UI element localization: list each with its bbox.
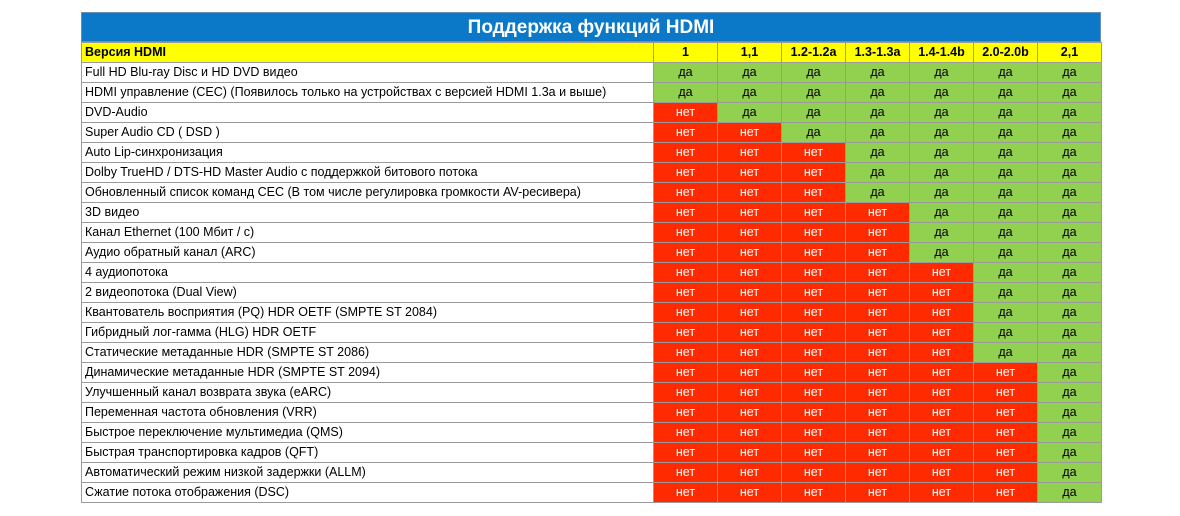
feature-cell: 4 аудиопотока	[82, 263, 654, 283]
support-no-cell: нет	[782, 183, 846, 203]
version-header: 2.0-2.0b	[974, 43, 1038, 63]
support-no-cell: нет	[846, 423, 910, 443]
support-no-cell: нет	[654, 123, 718, 143]
support-no-cell: нет	[718, 403, 782, 423]
support-no-cell: нет	[718, 143, 782, 163]
support-no-cell: нет	[846, 383, 910, 403]
support-yes-cell: да	[910, 123, 974, 143]
feature-cell: Переменная частота обновления (VRR)	[82, 403, 654, 423]
support-no-cell: нет	[782, 203, 846, 223]
support-no-cell: нет	[846, 343, 910, 363]
support-yes-cell: да	[974, 123, 1038, 143]
support-no-cell: нет	[782, 343, 846, 363]
support-yes-cell: да	[1038, 403, 1102, 423]
support-no-cell: нет	[654, 343, 718, 363]
support-no-cell: нет	[846, 243, 910, 263]
support-no-cell: нет	[782, 223, 846, 243]
support-no-cell: нет	[974, 463, 1038, 483]
support-no-cell: нет	[654, 303, 718, 323]
support-no-cell: нет	[846, 323, 910, 343]
feature-cell: HDMI управление (CEC) (Появилось только на устройствах с версией HDMI 1.3a и выше)	[82, 83, 654, 103]
support-yes-cell: да	[974, 243, 1038, 263]
table-row	[82, 243, 1102, 263]
feature-cell: Сжатие потока отображения (DSC)	[82, 483, 654, 503]
support-no-cell: нет	[974, 403, 1038, 423]
support-yes-cell: да	[974, 163, 1038, 183]
support-yes-cell: да	[1038, 423, 1102, 443]
support-yes-cell: да	[1038, 263, 1102, 283]
support-no-cell: нет	[718, 443, 782, 463]
support-no-cell: нет	[718, 183, 782, 203]
support-no-cell: нет	[782, 303, 846, 323]
table-row	[82, 303, 1102, 323]
support-no-cell: нет	[782, 323, 846, 343]
support-no-cell: нет	[846, 463, 910, 483]
support-no-cell: нет	[654, 423, 718, 443]
support-yes-cell: да	[974, 103, 1038, 123]
support-no-cell: нет	[910, 283, 974, 303]
support-yes-cell: да	[1038, 123, 1102, 143]
support-no-cell: нет	[910, 343, 974, 363]
version-header: 1.2-1.2a	[782, 43, 846, 63]
support-yes-cell: да	[1038, 223, 1102, 243]
table-row	[82, 103, 1102, 123]
support-no-cell: нет	[974, 483, 1038, 503]
support-no-cell: нет	[718, 223, 782, 243]
support-yes-cell: да	[910, 163, 974, 183]
support-no-cell: нет	[846, 363, 910, 383]
support-yes-cell: да	[846, 163, 910, 183]
support-no-cell: нет	[654, 483, 718, 503]
table-row	[82, 123, 1102, 143]
table-row	[82, 423, 1102, 443]
support-yes-cell: да	[910, 223, 974, 243]
support-yes-cell: да	[718, 103, 782, 123]
support-no-cell: нет	[910, 483, 974, 503]
support-no-cell: нет	[782, 363, 846, 383]
version-header: 1.4-1.4b	[910, 43, 974, 63]
feature-cell: Канал Ethernet (100 Мбит / с)	[82, 223, 654, 243]
support-no-cell: нет	[782, 483, 846, 503]
feature-cell: Быстрая транспортировка кадров (QFT)	[82, 443, 654, 463]
support-no-cell: нет	[974, 363, 1038, 383]
support-no-cell: нет	[654, 283, 718, 303]
support-yes-cell: да	[846, 83, 910, 103]
feature-cell: Обновленный список команд CEC (В том числе регулировка громкости AV-ресивера)	[82, 183, 654, 203]
support-yes-cell: да	[910, 183, 974, 203]
support-no-cell: нет	[782, 283, 846, 303]
support-yes-cell: да	[1038, 343, 1102, 363]
support-yes-cell: да	[1038, 483, 1102, 503]
support-no-cell: нет	[654, 383, 718, 403]
table-row	[82, 383, 1102, 403]
support-yes-cell: да	[1038, 163, 1102, 183]
table-row	[82, 463, 1102, 483]
support-yes-cell: да	[1038, 63, 1102, 83]
support-yes-cell: да	[782, 63, 846, 83]
table-row	[82, 63, 1102, 83]
support-yes-cell: да	[718, 63, 782, 83]
support-yes-cell: да	[782, 123, 846, 143]
support-yes-cell: да	[1038, 83, 1102, 103]
support-yes-cell: да	[1038, 463, 1102, 483]
feature-column-header: Версия HDMI	[82, 43, 654, 63]
support-no-cell: нет	[846, 403, 910, 423]
support-yes-cell: да	[1038, 103, 1102, 123]
table-row	[82, 283, 1102, 303]
hdmi-feature-sheet	[81, 12, 1101, 503]
support-yes-cell: да	[974, 83, 1038, 103]
table-row	[82, 83, 1102, 103]
table-row	[82, 483, 1102, 503]
header-row	[82, 43, 1102, 63]
version-header: 2,1	[1038, 43, 1102, 63]
support-no-cell: нет	[654, 463, 718, 483]
feature-cell: Dolby TrueHD / DTS-HD Master Audio с поддержкой битового потока	[82, 163, 654, 183]
support-no-cell: нет	[910, 463, 974, 483]
support-yes-cell: да	[974, 143, 1038, 163]
support-no-cell: нет	[910, 443, 974, 463]
support-yes-cell: да	[718, 83, 782, 103]
support-yes-cell: да	[846, 143, 910, 163]
support-yes-cell: да	[1038, 203, 1102, 223]
table-row	[82, 183, 1102, 203]
support-no-cell: нет	[654, 103, 718, 123]
support-no-cell: нет	[910, 423, 974, 443]
feature-cell: Статические метаданные HDR (SMPTE ST 2086)	[82, 343, 654, 363]
support-no-cell: нет	[654, 203, 718, 223]
support-no-cell: нет	[974, 423, 1038, 443]
table-row	[82, 403, 1102, 423]
support-no-cell: нет	[654, 183, 718, 203]
support-yes-cell: да	[1038, 443, 1102, 463]
support-yes-cell: да	[974, 63, 1038, 83]
support-no-cell: нет	[910, 383, 974, 403]
support-yes-cell: да	[910, 143, 974, 163]
feature-cell: Auto Lip-синхронизация	[82, 143, 654, 163]
support-yes-cell: да	[1038, 303, 1102, 323]
support-no-cell: нет	[718, 483, 782, 503]
support-no-cell: нет	[654, 163, 718, 183]
support-no-cell: нет	[718, 303, 782, 323]
support-yes-cell: да	[1038, 363, 1102, 383]
support-yes-cell: да	[910, 63, 974, 83]
support-no-cell: нет	[782, 443, 846, 463]
support-no-cell: нет	[718, 243, 782, 263]
support-no-cell: нет	[718, 383, 782, 403]
table-row	[82, 363, 1102, 383]
support-no-cell: нет	[782, 383, 846, 403]
support-no-cell: нет	[782, 423, 846, 443]
table-row	[82, 143, 1102, 163]
support-yes-cell: да	[846, 123, 910, 143]
support-no-cell: нет	[846, 483, 910, 503]
feature-cell: 3D видео	[82, 203, 654, 223]
feature-cell: Улучшенный канал возврата звука (eARC)	[82, 383, 654, 403]
table-row	[82, 203, 1102, 223]
support-yes-cell: да	[1038, 383, 1102, 403]
table-row	[82, 443, 1102, 463]
table-row	[82, 323, 1102, 343]
support-no-cell: нет	[910, 303, 974, 323]
support-yes-cell: да	[910, 103, 974, 123]
support-no-cell: нет	[654, 223, 718, 243]
feature-cell: Full HD Blu-ray Disc и HD DVD видео	[82, 63, 654, 83]
support-yes-cell: да	[974, 183, 1038, 203]
support-yes-cell: да	[974, 343, 1038, 363]
support-yes-cell: да	[782, 103, 846, 123]
support-no-cell: нет	[718, 123, 782, 143]
support-no-cell: нет	[846, 263, 910, 283]
table-title: Поддержка функций HDMI	[81, 12, 1101, 42]
support-no-cell: нет	[654, 363, 718, 383]
support-yes-cell: да	[1038, 243, 1102, 263]
support-no-cell: нет	[718, 263, 782, 283]
support-no-cell: нет	[782, 243, 846, 263]
feature-cell: 2 видеопотока (Dual View)	[82, 283, 654, 303]
version-header: 1,1	[718, 43, 782, 63]
version-header: 1	[654, 43, 718, 63]
support-yes-cell: да	[910, 203, 974, 223]
hdmi-support-table	[81, 42, 1102, 503]
version-header: 1.3-1.3a	[846, 43, 910, 63]
support-no-cell: нет	[718, 203, 782, 223]
table-row	[82, 343, 1102, 363]
support-yes-cell: да	[846, 183, 910, 203]
support-yes-cell: да	[910, 83, 974, 103]
support-no-cell: нет	[846, 443, 910, 463]
support-yes-cell: да	[910, 243, 974, 263]
support-no-cell: нет	[718, 283, 782, 303]
support-no-cell: нет	[910, 323, 974, 343]
support-no-cell: нет	[718, 323, 782, 343]
feature-cell: Квантователь восприятия (PQ) HDR OETF (SMPTE ST 2084)	[82, 303, 654, 323]
support-no-cell: нет	[654, 243, 718, 263]
support-no-cell: нет	[846, 223, 910, 243]
support-no-cell: нет	[718, 463, 782, 483]
support-yes-cell: да	[1038, 183, 1102, 203]
support-no-cell: нет	[910, 403, 974, 423]
support-yes-cell: да	[654, 63, 718, 83]
support-no-cell: нет	[846, 283, 910, 303]
support-yes-cell: да	[974, 223, 1038, 243]
support-no-cell: нет	[910, 263, 974, 283]
support-no-cell: нет	[718, 363, 782, 383]
support-no-cell: нет	[846, 203, 910, 223]
feature-cell: Динамические метаданные HDR (SMPTE ST 2094)	[82, 363, 654, 383]
table-row	[82, 223, 1102, 243]
support-no-cell: нет	[846, 303, 910, 323]
table-row	[82, 263, 1102, 283]
feature-cell: Автоматический режим низкой задержки (ALLM)	[82, 463, 654, 483]
support-no-cell: нет	[910, 363, 974, 383]
support-yes-cell: да	[846, 63, 910, 83]
table-row	[82, 163, 1102, 183]
support-no-cell: нет	[718, 163, 782, 183]
support-yes-cell: да	[846, 103, 910, 123]
support-no-cell: нет	[974, 443, 1038, 463]
support-yes-cell: да	[974, 303, 1038, 323]
support-yes-cell: да	[1038, 283, 1102, 303]
support-no-cell: нет	[654, 403, 718, 423]
support-no-cell: нет	[654, 143, 718, 163]
support-no-cell: нет	[718, 343, 782, 363]
feature-cell: Super Audio CD ( DSD )	[82, 123, 654, 143]
feature-cell: Быстрое переключение мультимедиа (QMS)	[82, 423, 654, 443]
support-yes-cell: да	[974, 323, 1038, 343]
feature-cell: DVD-Audio	[82, 103, 654, 123]
support-no-cell: нет	[718, 423, 782, 443]
feature-cell: Аудио обратный канал (ARC)	[82, 243, 654, 263]
support-yes-cell: да	[974, 263, 1038, 283]
support-no-cell: нет	[654, 263, 718, 283]
support-no-cell: нет	[782, 263, 846, 283]
support-yes-cell: да	[974, 283, 1038, 303]
support-no-cell: нет	[654, 443, 718, 463]
support-yes-cell: да	[1038, 323, 1102, 343]
support-no-cell: нет	[782, 463, 846, 483]
support-no-cell: нет	[782, 143, 846, 163]
table-body	[82, 63, 1102, 503]
support-no-cell: нет	[782, 403, 846, 423]
support-yes-cell: да	[782, 83, 846, 103]
support-no-cell: нет	[782, 163, 846, 183]
support-yes-cell: да	[654, 83, 718, 103]
support-no-cell: нет	[974, 383, 1038, 403]
support-yes-cell: да	[974, 203, 1038, 223]
support-no-cell: нет	[654, 323, 718, 343]
support-yes-cell: да	[1038, 143, 1102, 163]
feature-cell: Гибридный лог-гамма (HLG) HDR OETF	[82, 323, 654, 343]
